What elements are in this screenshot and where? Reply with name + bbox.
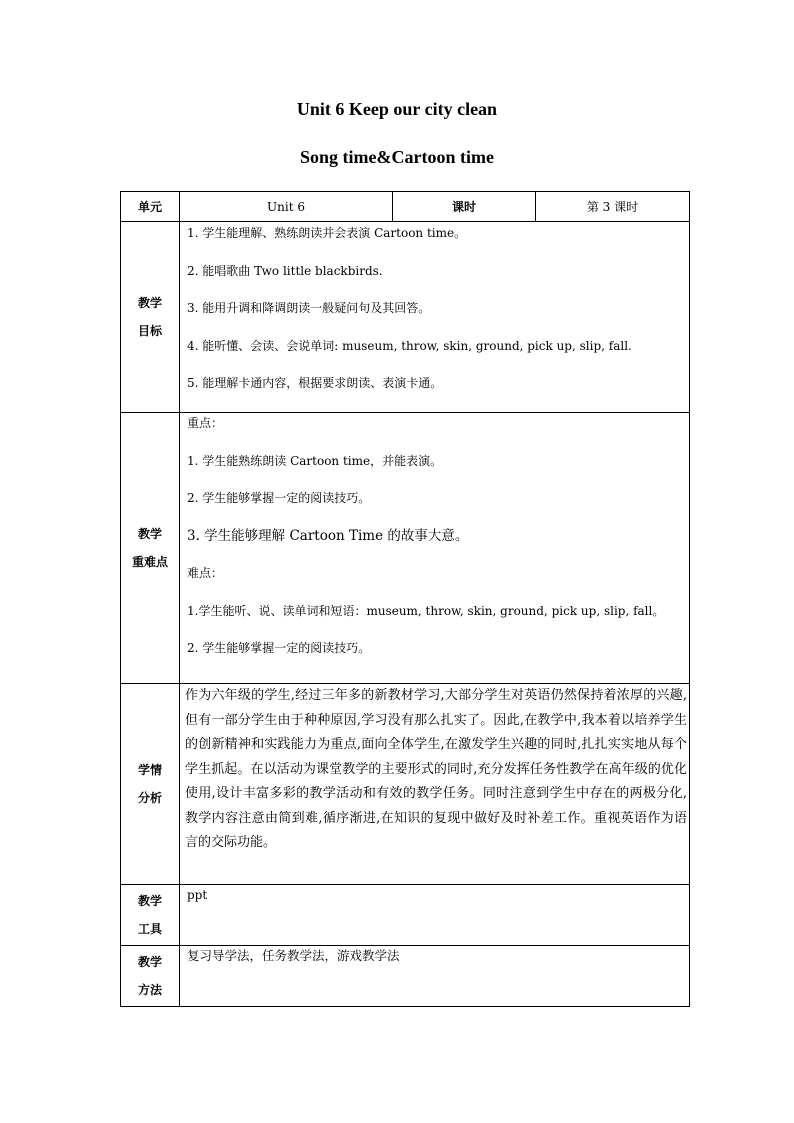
objectives-label-cell (121, 222, 180, 413)
objectives-label-line1: 教学 (137, 296, 162, 310)
tools-label-cell (121, 885, 180, 946)
analysis-label-cell (121, 684, 180, 885)
lesson-plan-table (120, 191, 690, 1007)
objectives-content-cell (180, 222, 690, 413)
unit-value: Unit 6 (267, 199, 305, 214)
tools-row (121, 885, 690, 946)
lesson-value-cell (536, 192, 690, 222)
analysis-label-line1: 学情 (137, 763, 162, 777)
lesson-label: 课时 (451, 200, 476, 214)
analysis-row (121, 684, 690, 885)
methods-value: 复习导学法，任务教学法，游戏教学法 (187, 948, 400, 963)
unit-value-cell (180, 192, 393, 222)
analysis-content-cell (180, 684, 690, 885)
methods-content-cell (180, 946, 690, 1007)
analysis-label-line2: 分析 (137, 791, 162, 805)
key-points-row (121, 413, 690, 684)
objective-item: 3. 能用升调和降调朗读一般疑问句及其回答。 (187, 301, 431, 315)
header-row (121, 192, 690, 222)
unit-label: 单元 (137, 199, 162, 214)
lesson-value: 第 3 课时 (586, 200, 639, 214)
objective-item: 1. 学生能理解、熟练朗读并会表演 Cartoon time。 (187, 226, 467, 240)
objective-item: 4. 能听懂、会读、会说单词: museum, throw, skin, ground, pick up, slip, fall. (187, 338, 632, 353)
key-points-content-cell (180, 413, 690, 684)
methods-label-line2: 方法 (137, 983, 162, 997)
key-point-item: 1. 学生能熟练朗读 Cartoon time，并能表演。 (187, 453, 443, 468)
analysis-text: 作为六年级的学生,经过三年多的新教材学习,大部分学生对英语仍然保持着浓厚的兴趣,但有一部分学生由于种种原因,学习没有那么扎实了。因此,在教学中,我本着以培养学生的创新精神和实践能力为重点,面向全体学生,在激发学生兴趣的同时,扎扎实实地从每个学生抓起。在以活动为课堂教学的主要形式的同时,充分发挥任务性教学在高年级的优化使用,设计丰富多彩的教学活动和有效的教学任务。同时注意到学生中存在的两极分化,教学内容注意由简到难,循序渐进,在知识的复现中做好及时补差工作。重视英语作为语言的交际功能。 (185, 688, 687, 850)
objective-item: 5. 能理解卡通内容，根据要求朗读、表演卡通。 (187, 376, 443, 390)
document-subtitle: Song time&Cartoon time (300, 147, 494, 167)
tools-label-line1: 教学 (137, 894, 162, 908)
difficult-points-heading: 难点： (187, 566, 224, 580)
key-points-label-line2: 重难点 (131, 555, 168, 569)
key-points-heading: 重点： (187, 416, 224, 430)
methods-row (121, 946, 690, 1007)
methods-label-cell (121, 946, 180, 1007)
objective-item: 2. 能唱歌曲 Two little blackbirds. (187, 263, 383, 278)
tools-content-cell (180, 885, 690, 946)
tools-value: ppt (187, 888, 208, 902)
key-points-label-cell (121, 413, 180, 684)
methods-label-line1: 教学 (137, 955, 162, 969)
lesson-label-cell (393, 192, 536, 222)
key-point-item: 2. 学生能够掌握一定的阅读技巧。 (187, 491, 371, 505)
difficult-point-item: 1.学生能听、说、读单词和短语：museum, throw, skin, ground, pick up, slip, fall。 (187, 603, 665, 618)
tools-label-line2: 工具 (137, 922, 162, 936)
objectives-label-line2: 目标 (137, 324, 162, 338)
unit-label-cell (121, 192, 180, 222)
objectives-row (121, 222, 690, 413)
difficult-point-item: 2. 学生能够掌握一定的阅读技巧。 (187, 641, 371, 655)
key-point-item: 3. 学生能够理解 Cartoon Time 的故事大意。 (187, 527, 469, 544)
key-points-label-line1: 教学 (137, 527, 162, 541)
document-title: Unit 6 Keep our city clean (296, 99, 498, 119)
